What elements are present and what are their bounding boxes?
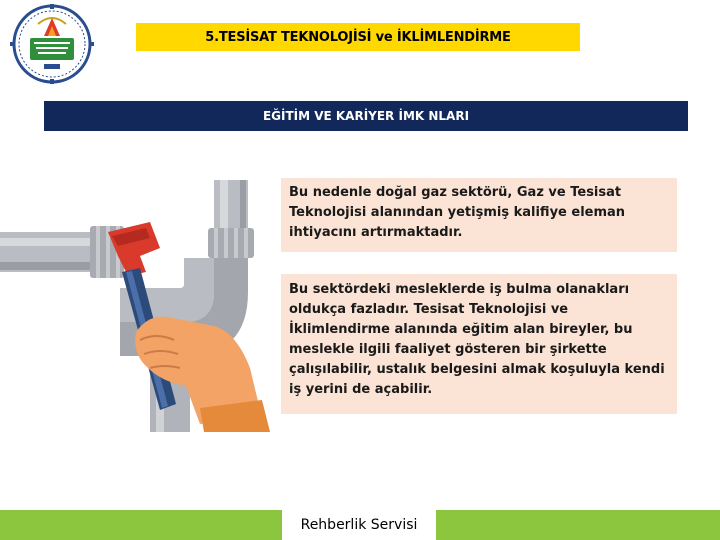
- info-box-2: [281, 274, 677, 414]
- page-title-text: 5.TESİSAT TEKNOLOJİSİ ve İKLİMLENDİRME: [205, 29, 511, 45]
- info-paragraph-2: Bu sektördeki mesleklerde iş bulma olanakları oldukça fazladır. Tesisat Teknolojisi ve İklimlendirme alanında eğitim alan bireyler, bu meslekle ilgili faaliyet gösteren bir şirkette çalışılabilir, ustalık belgesini almak koşuluyla kendi iş yerini de açabilir.: [289, 282, 665, 397]
- footer-label: [282, 510, 436, 540]
- section-title-text: EĞİTİM VE KARİYER İMK NLARI: [262, 109, 470, 123]
- section-title: [44, 101, 688, 131]
- school-emblem-icon: [6, 4, 98, 84]
- info-paragraph-1: Bu nedenle doğal gaz sektörü, Gaz ve Tesisat Teknolojisi alanından yetişmiş kalifiye eleman ihtiyacını artırmaktadır.: [289, 185, 626, 240]
- footer-label-text: Rehberlik Servisi: [300, 517, 418, 533]
- pipe-wrench-icon: [0, 172, 285, 432]
- info-box-1: [281, 178, 677, 252]
- page-title: [136, 23, 580, 51]
